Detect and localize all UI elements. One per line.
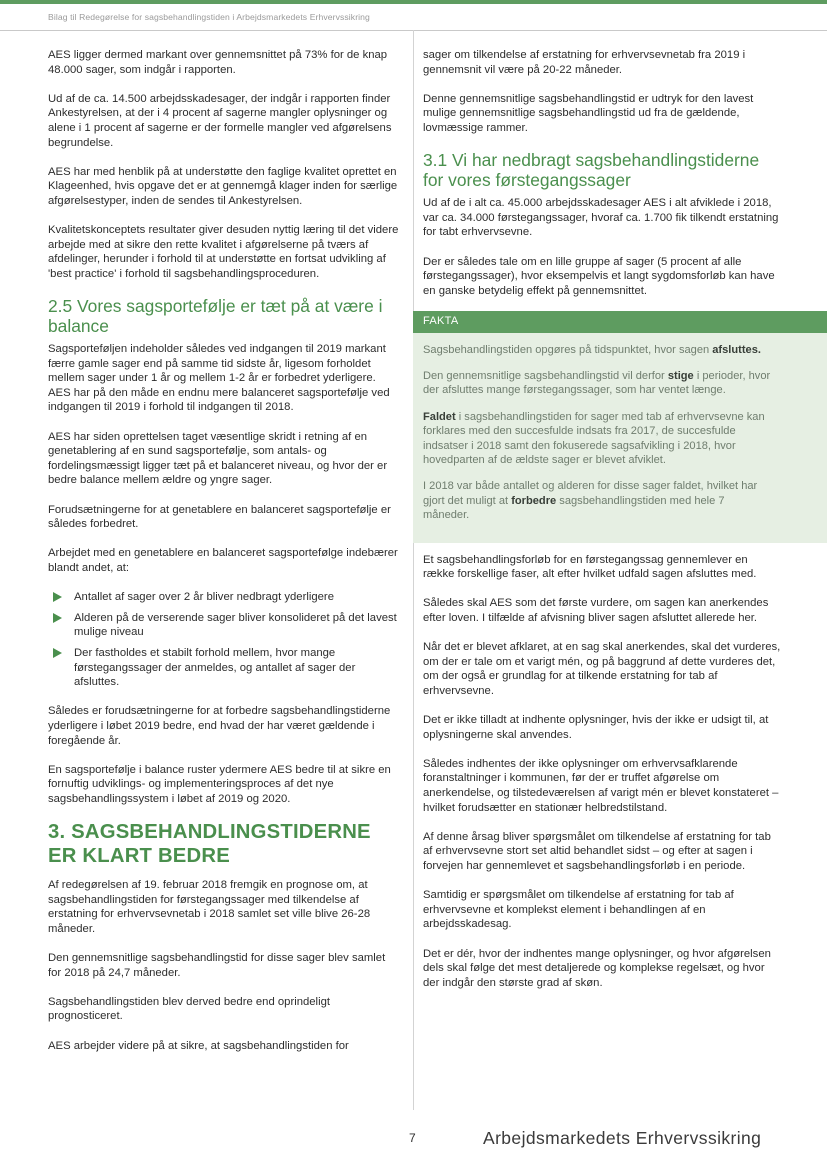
paragraph: Det er dér, hvor der indhentes mange oplysninger, og hvor afgørelsen dels skal følge det mest detaljerede og komplekse regelsæt, og hvor der indgår den største grad af skøn. (423, 947, 771, 989)
paragraph: AES har med henblik på at understøtte den faglige kvalitet oprettet en Klageenhed, hvis opgave det er at gennemgå klager inden for særlige afgørelsestyper, inden de sendes til Ankestyrelsen. (48, 165, 398, 207)
paragraph: sager om tilkendelse af erstatning for erhvervsevnetab fra 2019 i gennemsnit vil være på 20-22 måneder. (423, 49, 746, 76)
paragraph: Forudsætningerne for at genetablere en balanceret sagsportefølje er således forbedret. (48, 503, 391, 531)
paragraph: Ud af de ca. 14.500 arbejdsskadesager, der indgår i rapporten finder Ankestyrelsen, at der i 4 procent af sagerne mangler oplysninger og alene i 1 procent af sagerne er der formelle mangler ved afgørelsens begrundelse. (48, 92, 392, 149)
list-item-text: Der fastholdes et stabilt forhold mellem, hvor mange førstegangssager der anmeldes, og antallet af sager der afsluttes. (74, 646, 356, 689)
fakta-paragraph: Faldet i sagsbehandlingstiden for sager med tab af erhvervsevne kan forklares med den succesfulde indsats fra 2017, de succesfulde indsatser i 2018 samt den fokuserede sagsafvikling i 2018, hvor hovedparten af de ældste sager er blevet afviklet. (423, 410, 765, 466)
paragraph: Arbejdet med en genetablere en balanceret sagsportefølge indebærer blandt andet, at: (48, 547, 398, 574)
fakta-paragraph: Den gennemsnitlige sagsbehandlingstid vil derfor stige i perioder, hvor der afsluttes mange førstegangssager, som har ventet længe. (423, 369, 771, 397)
fakta-box (413, 311, 827, 543)
left-column (48, 48, 400, 1068)
paragraph: Således indhentes der ikke oplysninger om erhvervsafklarende foranstaltninger i kommunen, før der er truffet afgørelse om anerkendelse, og tilstedeværelsen af varigt mén er blevet konstateret – hvilket forudsætter en stationær helbredstilstand. (423, 757, 779, 814)
triangle-bullet-icon (53, 592, 62, 602)
paragraph: AES arbejder videre på at sikre, at sagsbehandlingstiden for (48, 1039, 349, 1052)
paragraph: Den gennemsnitlige sagsbehandlingstid for disse sager blev samlet for 2018 på 24,7 måneder. (48, 952, 386, 979)
paragraph: AES ligger dermed markant over gennemsnittet på 73% for de knap 48.000 sager, som indgår i rapporten. (48, 49, 388, 76)
paragraph: Samtidig er spørgsmålet om tilkendelse af erstatning for tab af erhvervsevne et komplekst element i behandlingen af en arbejdsskadesag. (423, 889, 734, 931)
right-column (423, 48, 781, 1005)
fakta-paragraph: I 2018 var både antallet og alderen for disse sager faldet, hvilket har gjort det muligt at forbedre sagsbehandlingstiden med hele 7 måneder. (423, 480, 758, 522)
page-header: Bilag til Redegørelse for sagsbehandlingstiden i Arbejdsmarkedets Erhvervssikring (48, 12, 370, 22)
triangle-bullet-icon (53, 648, 62, 658)
paragraph: Kvalitetskonceptets resultater giver desuden nyttig læring til det videre arbejde med at sikre den rette kvalitet i afgørelserne på tværs af afdelinger, herunder i forhold til at understøtte en fortsat udvikling af 'best practice' i forhold til sagsbehandlingsproceduren. (48, 224, 399, 280)
bullet-list (48, 590, 400, 690)
fakta-paragraph: Sagsbehandlingstiden opgøres på tidspunktet, hvor sagen afsluttes. (423, 343, 761, 356)
paragraph: AES har siden oprettelsen taget væsentlige skridt i retning af en genetablering af en sund sagsportefølje, som antals- og fordelingsmæssigt ligger tæt på et balanceret niveau, og hvor der er bedre balance mellem ældre og yngre sager. (48, 430, 388, 487)
paragraph: Et sagsbehandlingsforløb for en førstegangssag gennemlever en række forskellige faser, alt efter hvilket udfald sagen afsluttes med. (423, 553, 757, 581)
paragraph: Af redegørelsen af 19. februar 2018 fremgik en prognose om, at sagsbehandlingstiden for førstegangssager med tilkendelse af erstatning for erhvervsevnetab i 2018 samlet set ville blive 26-28 måneder. (48, 879, 371, 935)
footer-organization: Arbejdsmarkedets Erhvervssikring (483, 1128, 762, 1148)
section-heading-2-5: 2.5 Vores sagsportefølje er tæt på at være i balance (48, 296, 383, 337)
triangle-bullet-icon (53, 613, 62, 623)
paragraph: En sagsportefølje i balance ruster ydermere AES bedre til at sikre en fornuftig udviklings- og implementeringsproces af det nye sagsbehandlingssystem i løbet af 2019 og 2020. (48, 763, 391, 805)
top-accent-bar (0, 0, 827, 4)
paragraph: Ud af de i alt ca. 45.000 arbejdsskadesager AES i alt afviklede i 2018, var ca. 34.000 førstegangssager, hvoraf ca. 1.700 fik tilkendt erstatning for tabt erhvervsevne. (423, 197, 779, 239)
section-heading-3-1: 3.1 Vi har nedbragt sagsbehandlingstiderne for vores førstegangssager (423, 150, 760, 191)
list-item (48, 590, 400, 605)
paragraph: Således skal AES som det første vurdere, om sagen kan anerkendes efter loven. I tilfælde af afvisning bliver sagen afsluttet allerede her. (423, 597, 769, 624)
paragraph: Denne gennemsnitlige sagsbehandlingstid er udtryk for den lavest mulige gennemsnitlige sagsbehandlingstid ud fra de gældende, lovmæssige rammer. (423, 92, 754, 134)
paragraph: Således er forudsætningerne for at forbedre sagsbehandlingstiderne yderligere i løbet 2019 bedre, end hvad der har været gældende i foregående år. (48, 705, 391, 747)
column-divider (413, 30, 414, 1110)
fakta-title: FAKTA (413, 311, 827, 333)
paragraph: Når det er blevet afklaret, at en sag skal anerkendes, skal det vurderes, om der er tale om et varigt mén, og på baggrund af dette vurderes det, om der også er grundlag for at tilkende erstatning for tab af erhvervsevne. (423, 641, 781, 697)
fakta-body (413, 333, 827, 543)
list-item (48, 611, 400, 640)
page-number: 7 (409, 1131, 416, 1145)
paragraph: Sagsporteføljen indeholder således ved indgangen til 2019 markant færre gamle sager end på samme tid sidste år, ligesom forholdet mellem sager under 1 år og mellem 1-2 år er forbedret yderligere. AES har på den måde en endnu mere balanceret sagsportefølje ved indgangen til 2019 i forhold til indgangen til 2018. (48, 343, 390, 414)
paragraph: Af denne årsag bliver spørgsmålet om tilkendelse af erstatning for tab af erhvervsevne stort set altid behandlet sidst – og efter at sagen i forvejen har gennemlevet et sagsbehandlingsforløb i en periode. (423, 830, 771, 873)
list-item-text: Antallet af sager over 2 år bliver nedbragt yderligere (74, 591, 334, 604)
list-item-text: Alderen på de verserende sager bliver konsolideret på det lavest mulige niveau (74, 611, 397, 639)
list-item (48, 646, 400, 690)
paragraph: Sagsbehandlingstiden blev derved bedre end oprindeligt prognosticeret. (48, 995, 331, 1023)
chapter-heading-3: 3. SAGSBEHANDLINGSTIDERNE ER KLART BEDRE (48, 821, 371, 867)
paragraph: Det er ikke tilladt at indhente oplysninger, hvis der ikke er udsigt til, at oplysningerne skal anvendes. (423, 714, 769, 741)
paragraph: Der er således tale om en lille gruppe af sager (5 procent af alle førstegangssager), hvor eksempelvis et langt sygdomsforløb kan have en ganske betydelig effekt på gennemsnittet. (423, 255, 775, 297)
